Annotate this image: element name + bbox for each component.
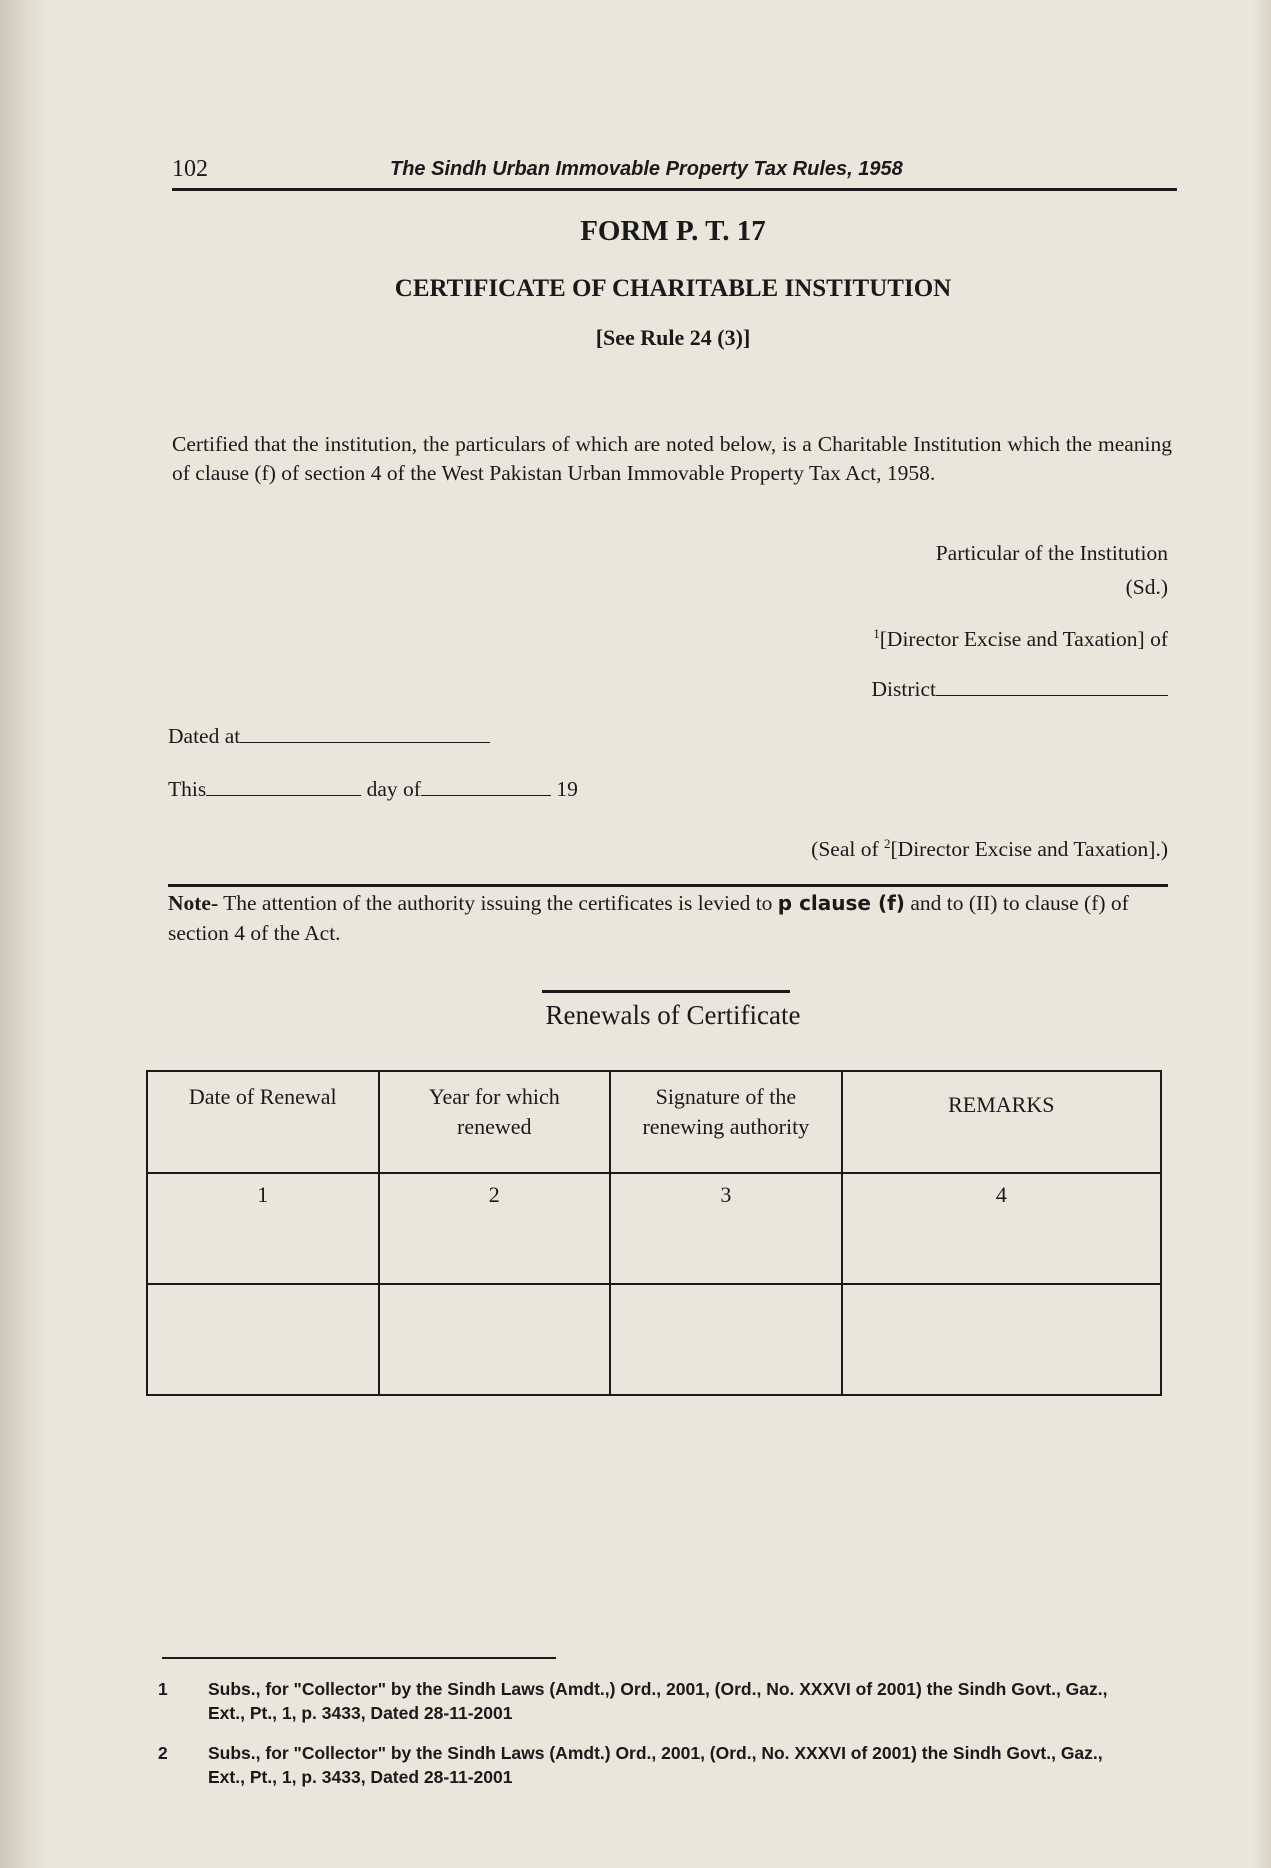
signed-label: (Sd.) (1125, 575, 1168, 599)
month-blank (421, 795, 551, 796)
note-divider (168, 884, 1168, 887)
form-title: FORM P. T. 17 (580, 215, 766, 247)
director-text: [Director Excise and Taxation] of (879, 627, 1168, 652)
col-header-date (147, 1071, 379, 1173)
table-cell: 1 (147, 1173, 379, 1284)
this-day-line (168, 777, 578, 802)
this-label: This (168, 777, 207, 801)
col-header-date-text: Date of Renewal (188, 1084, 337, 1109)
table-cell: 4 (842, 1173, 1161, 1284)
district-line (872, 677, 1169, 702)
note-bold-clause: p clause (f) (777, 891, 905, 915)
col-header-signature-line2: renewing authority (642, 1114, 810, 1139)
footnote-text: Subs., for "Collector" by the Sindh Laws (Amdt.) Ord., 2001, (Ord., No. XXXVI of 2001) the Sindh Govt., Gaz., Ext., Pt., 1, p. 3433, Dated 28-11-2001 (208, 1743, 1103, 1787)
seal-text: [Director Excise and Taxation].) (890, 837, 1168, 862)
page-header (172, 150, 1177, 191)
district-label: District (871, 677, 936, 701)
table-cell (379, 1284, 611, 1395)
year-prefix: 19 (556, 777, 578, 801)
footnote-2 (158, 1741, 1138, 1789)
col-header-signature-line1: Signature of the (655, 1084, 797, 1109)
col-header-year-line2: renewed (457, 1114, 532, 1139)
certification-paragraph: Certified that the institution, the particulars of which are noted below, is a Charitable Institution which the meaning of clause (f) of section 4 of the West Pakistan Urban Immovable Property Tax Act, 1958. (172, 432, 1172, 485)
table-row (147, 1284, 1161, 1395)
renewals-table (146, 1070, 1162, 1396)
table-cell (610, 1284, 842, 1395)
col-header-year-line1: Year for which (428, 1084, 560, 1109)
table-header-row (147, 1071, 1161, 1173)
dated-at-label: Dated at (168, 724, 241, 748)
rule-reference: [See Rule 24 (3)] (595, 325, 751, 350)
footnote-1 (158, 1677, 1138, 1725)
col-header-remarks (842, 1071, 1161, 1173)
district-blank (936, 695, 1168, 696)
footnote-text: Subs., for "Collector" by the Sindh Laws (Amdt.,) Ord., 2001, (Ord., No. XXXVI of 2001) the Sindh Govt., Gaz., Ext., Pt., 1, p. 3433, Dated 28-11-2001 (208, 1679, 1108, 1723)
table-cell: 2 (379, 1173, 611, 1284)
director-line (873, 626, 1168, 652)
note-label: Note- (168, 891, 219, 915)
renewals-divider (542, 990, 790, 993)
table-row (147, 1173, 1161, 1284)
day-of-label: day of (366, 777, 421, 801)
dated-at-blank (240, 742, 490, 743)
table-cell (842, 1284, 1161, 1395)
renewals-title: Renewals of Certificate (545, 1000, 801, 1030)
dated-at-line (168, 724, 490, 749)
table-cell: 3 (610, 1173, 842, 1284)
col-header-year (379, 1071, 611, 1173)
running-title: The Sindh Urban Immovable Property Tax Rules, 1958 (390, 158, 903, 180)
col-header-signature (610, 1071, 842, 1173)
page-number-underline (172, 188, 220, 191)
table-cell (147, 1284, 379, 1395)
page-number: 102 (172, 156, 208, 182)
note-paragraph (168, 888, 1168, 948)
seal-prefix: (Seal of (811, 837, 885, 862)
col-header-remarks-text: REMARKS (948, 1092, 1055, 1117)
certificate-title: CERTIFICATE OF CHARITABLE INSTITUTION (394, 275, 952, 302)
footnote-number: 2 (158, 1743, 168, 1763)
note-text-1: The attention of the authority issuing the certificates is levied to (218, 891, 778, 915)
day-blank (206, 795, 361, 796)
note-text-2: and to (II) to clause (f) of section 4 of the Act. (168, 891, 1129, 945)
particulars-label: Particular of the Institution (935, 541, 1168, 565)
footnote-number: 1 (158, 1679, 168, 1699)
footnote-ref-1: 1 (873, 626, 880, 641)
seal-line (811, 836, 1168, 862)
footnote-ref-2: 2 (884, 836, 891, 851)
footnote-divider (162, 1657, 556, 1659)
